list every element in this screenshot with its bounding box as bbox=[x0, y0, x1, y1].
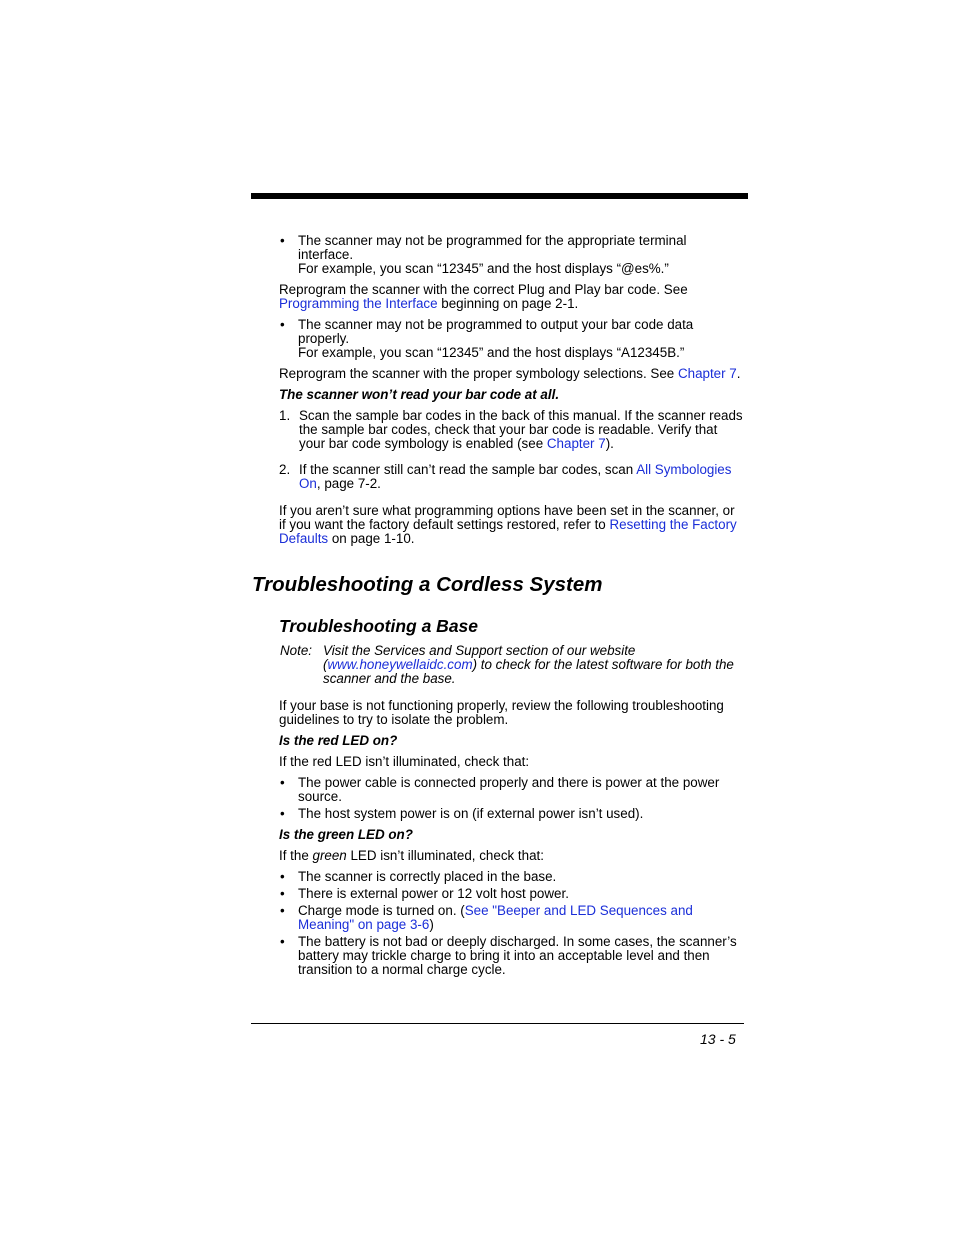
emphasis-text: green bbox=[312, 848, 347, 863]
chapter-7-link[interactable]: Chapter 7 bbox=[677, 366, 737, 381]
footer-rule bbox=[251, 1023, 744, 1024]
list-item bbox=[279, 234, 744, 276]
section-base-troubleshooting bbox=[279, 644, 744, 977]
paragraph bbox=[279, 283, 744, 311]
bullet-text: • There is external power or 12 volt host power. bbox=[298, 886, 569, 901]
paragraph bbox=[279, 849, 744, 863]
paragraph bbox=[279, 504, 744, 546]
item-text-part: Scan the sample bar codes in the back of this manual. If the scanner reads the sample bar codes, check that your bar code is readable. Verify that your bar code symbology is enabled (see bbox=[299, 408, 743, 451]
item-number: 1. bbox=[279, 408, 291, 423]
numbered-item bbox=[279, 409, 744, 451]
bullet-text-part: ) bbox=[429, 917, 434, 932]
paragraph-text: If you aren’t sure what programming options have been set in the scanner, or if you want the factory default settings restored, refer to bbox=[279, 503, 735, 532]
item-text-part: ). bbox=[605, 436, 614, 451]
question-heading: The scanner won’t read your bar code at all. bbox=[279, 387, 560, 402]
list-item bbox=[279, 887, 744, 901]
list-item bbox=[279, 807, 744, 821]
note-label: Note: bbox=[280, 643, 313, 658]
item-text bbox=[299, 463, 744, 491]
chapter-7-link[interactable]: Chapter 7 bbox=[546, 436, 606, 451]
programming-interface-link[interactable]: Programming the Interface bbox=[279, 296, 438, 311]
paragraph-text: Reprogram the scanner with the correct Plug and Play bar code. See bbox=[279, 282, 688, 297]
paragraph-text: If the bbox=[279, 848, 313, 863]
bullet-example: For example, you scan “12345” and the host displays “@es%.” bbox=[298, 261, 669, 276]
paragraph-text: LED isn’t illuminated, check that: bbox=[346, 848, 544, 863]
note-text-part: Visit the Services and Support section of our website ( bbox=[323, 643, 636, 672]
paragraph-text: Reprogram the scanner with the proper symbology selections. See bbox=[279, 366, 678, 381]
all-symbologies-on-link[interactable]: All Symbologies On bbox=[299, 462, 732, 491]
resetting-factory-defaults-link[interactable]: Resetting the Factory Defaults bbox=[279, 517, 737, 546]
paragraph-text: on page 1-10. bbox=[328, 531, 415, 546]
note-text bbox=[323, 644, 744, 686]
question-heading: Is the green LED on? bbox=[279, 827, 413, 842]
paragraph-text: beginning on page 2-1. bbox=[437, 296, 579, 311]
bullet-text: • The battery is not bad or deeply discharged. In some cases, the scanner’s battery may trickle charge to bring it into an acceptable level and then transition to a normal charge cycle. bbox=[298, 934, 737, 977]
subsection-title: Troubleshooting a Base bbox=[279, 616, 479, 636]
paragraph-text: . bbox=[736, 366, 741, 381]
item-number: 2. bbox=[279, 462, 291, 477]
paragraph: If your base is not functioning properly, review the following troubleshooting guidelines to try to isolate the problem. bbox=[279, 698, 724, 727]
bullet-text: • The scanner may not be programmed to output your bar code data properly. bbox=[298, 317, 694, 346]
bullet-text: • The power cable is connected properly and there is power at the power source. bbox=[298, 775, 720, 804]
bullet-text-part: Charge mode is turned on. ( bbox=[298, 903, 465, 918]
paragraph: If the red LED isn’t illuminated, check that: bbox=[279, 754, 530, 769]
website-link[interactable]: www.honeywellaidc.com bbox=[327, 657, 473, 672]
question-heading: Is the red LED on? bbox=[279, 733, 398, 748]
paragraph bbox=[279, 367, 744, 381]
bullet-text: • The scanner is correctly placed in the base. bbox=[298, 869, 557, 884]
section-scanner-troubleshooting bbox=[279, 234, 744, 546]
beeper-led-link[interactable]: See "Beeper and LED Sequences and Meaning" on page 3-6 bbox=[298, 903, 693, 932]
list-item bbox=[279, 870, 744, 884]
list-item bbox=[279, 904, 744, 932]
note-text-part: ) to check for the latest software for both the scanner and the base. bbox=[323, 657, 734, 686]
item-text-part: , page 7-2. bbox=[316, 476, 381, 491]
bullet-text: • The host system power is on (if external power isn’t used). bbox=[298, 806, 644, 821]
bullet-text bbox=[298, 904, 744, 932]
list-item bbox=[279, 318, 744, 360]
page-number: 13 - 5 bbox=[700, 1031, 736, 1047]
note bbox=[279, 644, 744, 686]
header-rule bbox=[251, 193, 748, 199]
item-text bbox=[299, 409, 744, 451]
numbered-item bbox=[279, 463, 744, 491]
list-item bbox=[279, 935, 744, 977]
bullet-text: • The scanner may not be programmed for the appropriate terminal interface. bbox=[298, 233, 687, 262]
bullet-example: For example, you scan “12345” and the host displays “A12345B.” bbox=[298, 345, 685, 360]
list-item bbox=[279, 776, 744, 804]
item-text-part: If the scanner still can’t read the sample bar codes, scan bbox=[299, 462, 637, 477]
section-title: Troubleshooting a Cordless System bbox=[252, 573, 603, 596]
